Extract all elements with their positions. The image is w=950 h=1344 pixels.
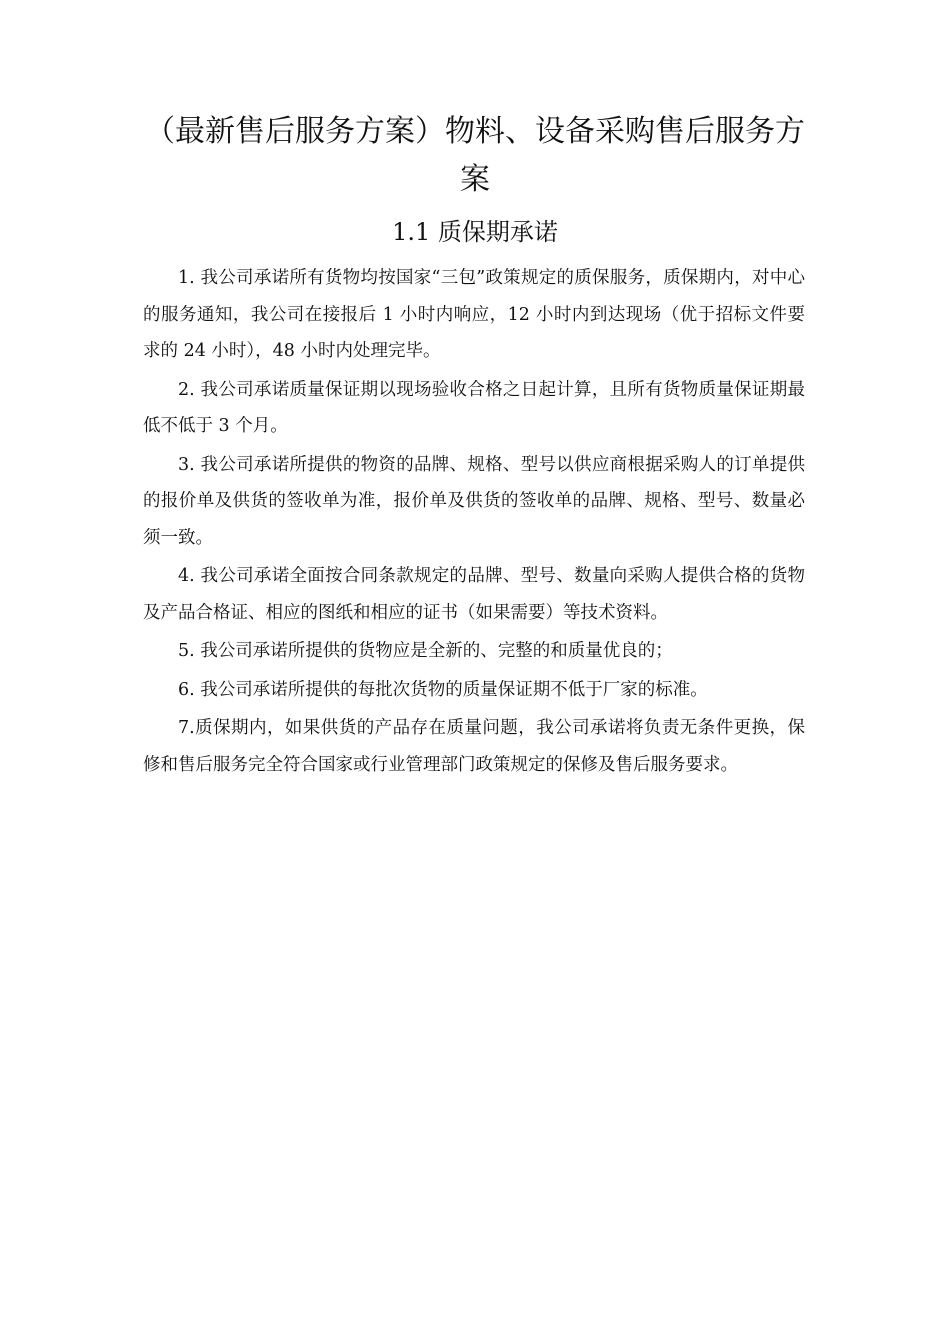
paragraph-6: 6. 我公司承诺所提供的每批次货物的质量保证期不低于厂家的标准。	[178, 679, 708, 700]
section-heading: 1.1 质保期承诺	[392, 218, 558, 246]
paragraph-1: 1. 我公司承诺所有货物均按国家“三包”政策规定的质保服务，质保期内，对中心的服务通知，我公司在接报后 1 小时内响应，12 小时内到达现场（优于招标文件要求的 24 小时），48 小时内处理完毕。	[143, 268, 805, 361]
document-body	[143, 260, 805, 785]
paragraph-5: 5. 我公司承诺所提供的货物应是全新的、完整的和质量优良的；	[178, 641, 673, 661]
paragraph-2: 2. 我公司承诺质量保证期以现场验收合格之日起计算，且所有货物质量保证期最低不低于 3 个月。	[143, 379, 805, 436]
document-title: （最新售后服务方案）物料、设备采购售后服务方案	[145, 114, 805, 197]
paragraph-7: 7.质保期内，如果供货的产品存在质量问题，我公司承诺将负责无条件更换，保修和售后服务完全符合国家或行业管理部门政策规定的保修及售后服务要求。	[143, 718, 805, 775]
paragraph-3: 3. 我公司承诺所提供的物资的品牌、规格、型号以供应商根据采购人的订单提供的报价单及供货的签收单为准，报价单及供货的签收单的品牌、规格、型号、数量必须一致。	[143, 454, 805, 548]
paragraph-4: 4. 我公司承诺全面按合同条款规定的品牌、型号、数量向采购人提供合格的货物及产品合格证、相应的图纸和相应的证书（如果需要）等技术资料。	[143, 566, 805, 623]
